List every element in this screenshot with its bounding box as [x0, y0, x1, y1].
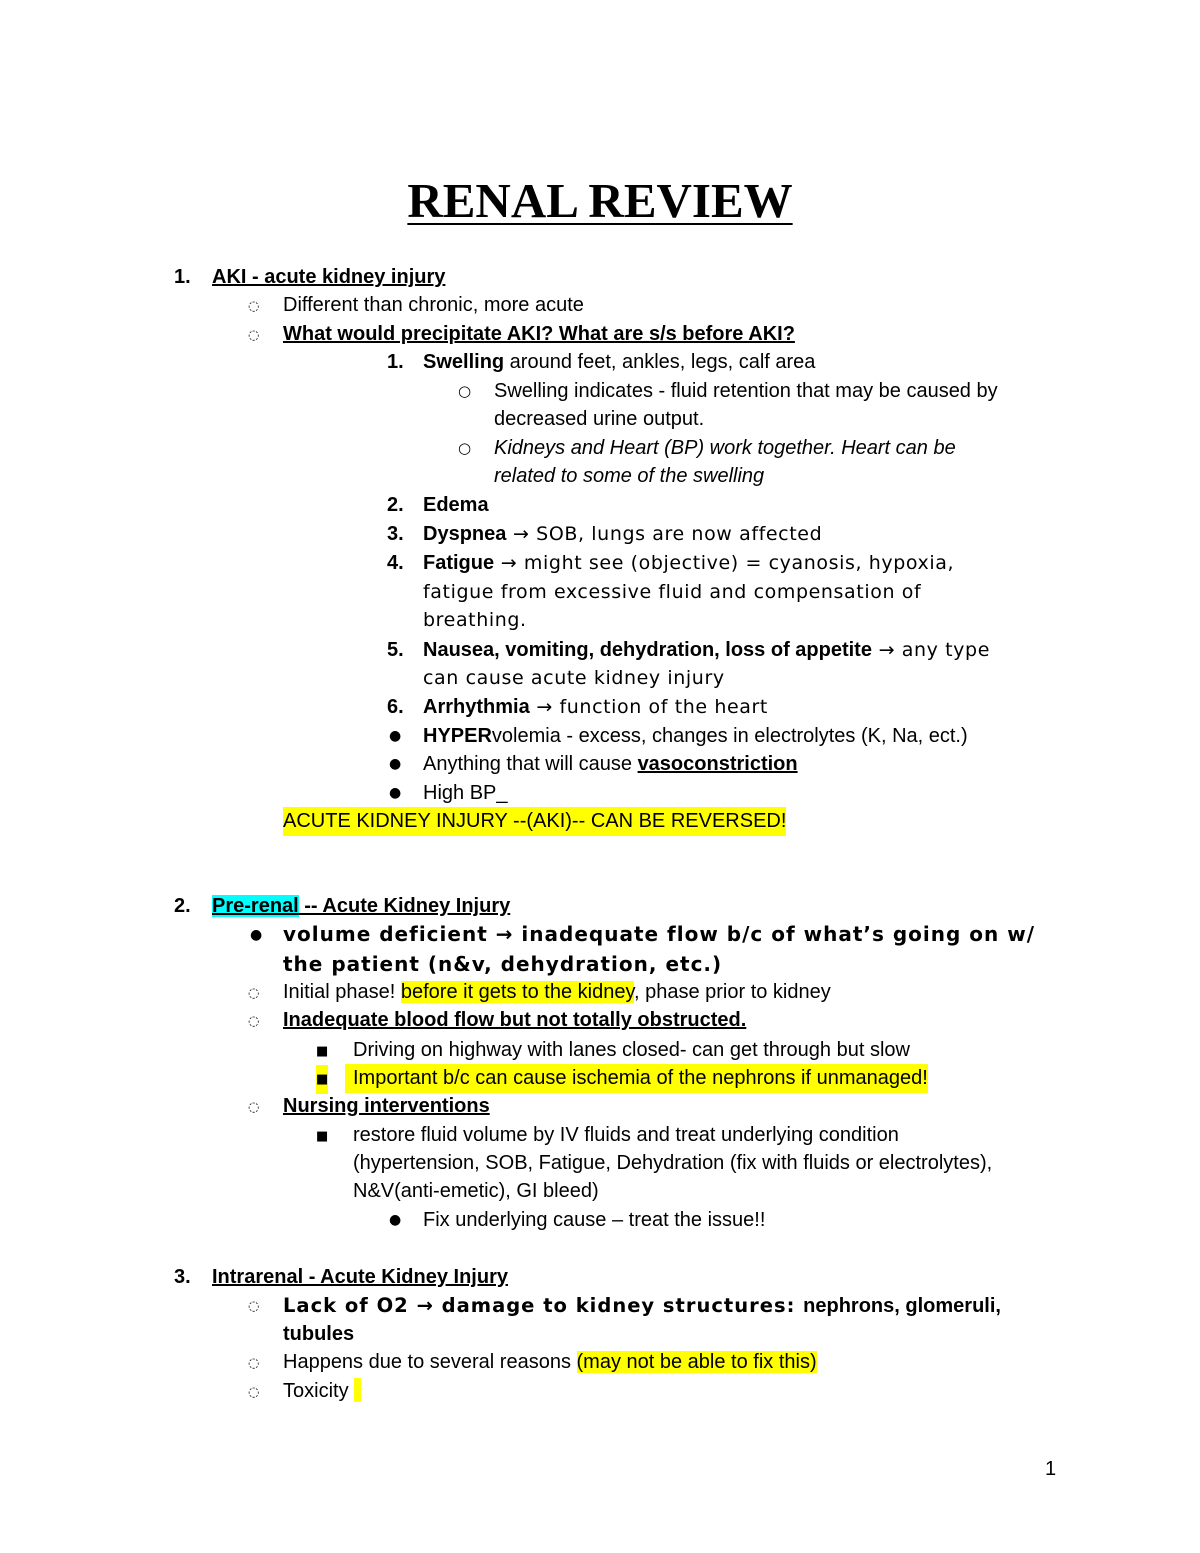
section-2-number: 2. [174, 895, 191, 917]
s1-item-3-number: 3. [387, 523, 404, 545]
s3-ring-3-text: Toxicity [283, 1380, 349, 1402]
s2-ring-1 [283, 978, 831, 1007]
s2-ring-1-highlight: before it gets to the kidney [400, 981, 634, 1003]
s1-item-1-number: 1. [387, 351, 404, 373]
s1-dot-2 [423, 750, 798, 779]
s1-item-5-line-2: can cause acute kidney injury [423, 667, 725, 689]
dotted-circle-bullet-icon: ◌ [248, 1356, 260, 1371]
s2-ring-2: Inadequate blood flow but not totally obstructed. [283, 1009, 747, 1031]
s2-dot-1-line-2: the patient (n&v, dehydration, etc.) [283, 952, 723, 976]
s1-item-3-bold: Dyspnea [423, 523, 507, 545]
s2-dot-1-line-1: volume deficient → inadequate flow b/c of what’s going on w/ [283, 922, 1036, 946]
s1-sub-2-line-1: Kidneys and Heart (BP) work together. Heart can be [494, 437, 956, 459]
dotted-circle-bullet-icon: ◌ [248, 986, 260, 1001]
s1-item-6-bold: Arrhythmia [423, 696, 530, 718]
hollow-circle-bullet-icon: ○ [458, 382, 472, 400]
s1-item-4-line-2: fatigue from excessive fluid and compensation of [423, 581, 922, 603]
section-3-number: 3. [174, 1266, 191, 1288]
section-1-number: 1. [174, 266, 191, 288]
s1-item-5-rest: → any type [871, 639, 990, 661]
page-number: 1 [1045, 1458, 1057, 1480]
s1-item-4 [423, 549, 954, 578]
s1-item-6-rest: → function of the heart [529, 696, 768, 718]
dotted-circle-bullet-icon: ◌ [248, 1299, 260, 1314]
s1-item-2: Edema [423, 494, 489, 516]
s3-ring-2-a: Happens due to several reasons [283, 1351, 577, 1373]
s1-sub-1-line-2: decreased urine output. [494, 408, 705, 430]
dotted-circle-bullet-icon: ◌ [248, 299, 260, 314]
s2-square-3-line-2: (hypertension, SOB, Fatigue, Dehydration (fix with fluids or electrolytes), [353, 1152, 993, 1174]
s1-sub-1-line-1: Swelling indicates - fluid retention that may be caused by [494, 380, 998, 402]
s1-bullet-1: Different than chronic, more acute [283, 294, 584, 316]
s1-item-4-number: 4. [387, 552, 404, 574]
s2-square-3-line-1: restore fluid volume by IV fluids and treat underlying condition [353, 1124, 899, 1146]
dotted-circle-bullet-icon: ◌ [248, 328, 260, 343]
s1-bullet-2: What would precipitate AKI? What are s/s before AKI? [283, 323, 795, 345]
s1-item-6 [423, 693, 768, 722]
dotted-circle-bullet-icon: ◌ [248, 1014, 260, 1029]
s1-dot-2-text: Anything that will cause [423, 753, 638, 775]
filled-dot-bullet-icon: ● [389, 785, 402, 801]
highlight-cursor-mark [354, 1378, 361, 1402]
section-2-heading [212, 892, 510, 921]
s2-ring-1-b: , phase prior to kidney [633, 981, 831, 1003]
s3-ring-2-highlight: (may not be able to fix this) [576, 1351, 817, 1373]
s1-dot-2-underlined: vasoconstriction [637, 753, 798, 775]
s3-ring-1-wide: Lack of O2 → damage to kidney structures: [283, 1294, 804, 1317]
s2-square-2: Important b/c can cause ischemia of the nephrons if unmanaged! [345, 1064, 928, 1093]
dotted-circle-bullet-icon: ◌ [248, 1100, 260, 1115]
s1-item-3-rest: → SOB, lungs are now affected [506, 523, 823, 545]
s1-item-1-bold: Swelling [423, 351, 505, 373]
section-2-heading-highlight: Pre-renal [212, 895, 299, 917]
s1-sub-2-line-2: related to some of the swelling [494, 465, 765, 487]
s1-dot-1 [423, 722, 968, 751]
s1-item-5 [423, 636, 990, 665]
section-2-heading-rest: -- Acute Kidney Injury [298, 895, 511, 917]
s1-item-4-line-3: breathing. [423, 609, 527, 631]
s1-item-4-rest: → might see (objective) = cyanosis, hypoxia, [494, 552, 955, 574]
s1-item-6-number: 6. [387, 696, 404, 718]
hollow-circle-bullet-icon: ○ [458, 439, 472, 457]
s1-dot-1-rest: volemia - excess, changes in electrolytes (K, Na, ect.) [491, 725, 968, 747]
filled-square-bullet-icon: ■ [316, 1129, 329, 1144]
s3-ring-3 [283, 1377, 361, 1406]
s1-item-5-number: 5. [387, 639, 404, 661]
s1-highlight-note: ACUTE KIDNEY INJURY --(AKI)-- CAN BE REVERSED! [283, 807, 786, 836]
dotted-circle-bullet-icon: ◌ [248, 1385, 260, 1400]
s3-ring-1 [283, 1291, 1001, 1321]
s2-dot-2: Fix underlying cause – treat the issue!! [423, 1209, 766, 1231]
s1-item-1-rest: around feet, ankles, legs, calf area [504, 351, 816, 373]
s1-dot-3: High BP_ [423, 782, 508, 804]
s2-ring-1-a: Initial phase! [283, 981, 401, 1003]
s2-square-3-line-3: N&V(anti-emetic), GI bleed) [353, 1180, 599, 1202]
filled-dot-bullet-icon: ● [250, 927, 263, 943]
s1-item-3 [423, 520, 822, 549]
page-title: RENAL REVIEW [407, 173, 793, 228]
s2-square-1: Driving on highway with lanes closed- can get through but slow [353, 1039, 910, 1061]
filled-dot-bullet-icon: ● [389, 728, 402, 744]
s3-ring-1-bold: nephrons, glomeruli, [803, 1295, 1001, 1317]
s2-ring-3: Nursing interventions [283, 1095, 490, 1117]
s3-ring-1-line-2: tubules [283, 1323, 355, 1345]
filled-square-bullet-icon: ■ [316, 1044, 329, 1059]
s1-item-4-bold: Fatigue [423, 552, 495, 574]
s1-dot-1-bold: HYPER [423, 725, 492, 747]
s1-item-2-number: 2. [387, 494, 404, 516]
section-3-heading: Intrarenal - Acute Kidney Injury [212, 1266, 508, 1288]
filled-dot-bullet-icon: ● [389, 1212, 402, 1228]
s1-item-5-bold: Nausea, vomiting, dehydration, loss of appetite [423, 639, 872, 661]
filled-dot-bullet-icon: ● [389, 756, 402, 772]
s3-ring-2 [283, 1348, 817, 1377]
filled-square-bullet-icon: ■ [316, 1065, 328, 1094]
section-1-heading: AKI - acute kidney injury [212, 266, 446, 288]
s1-item-1 [423, 348, 815, 377]
